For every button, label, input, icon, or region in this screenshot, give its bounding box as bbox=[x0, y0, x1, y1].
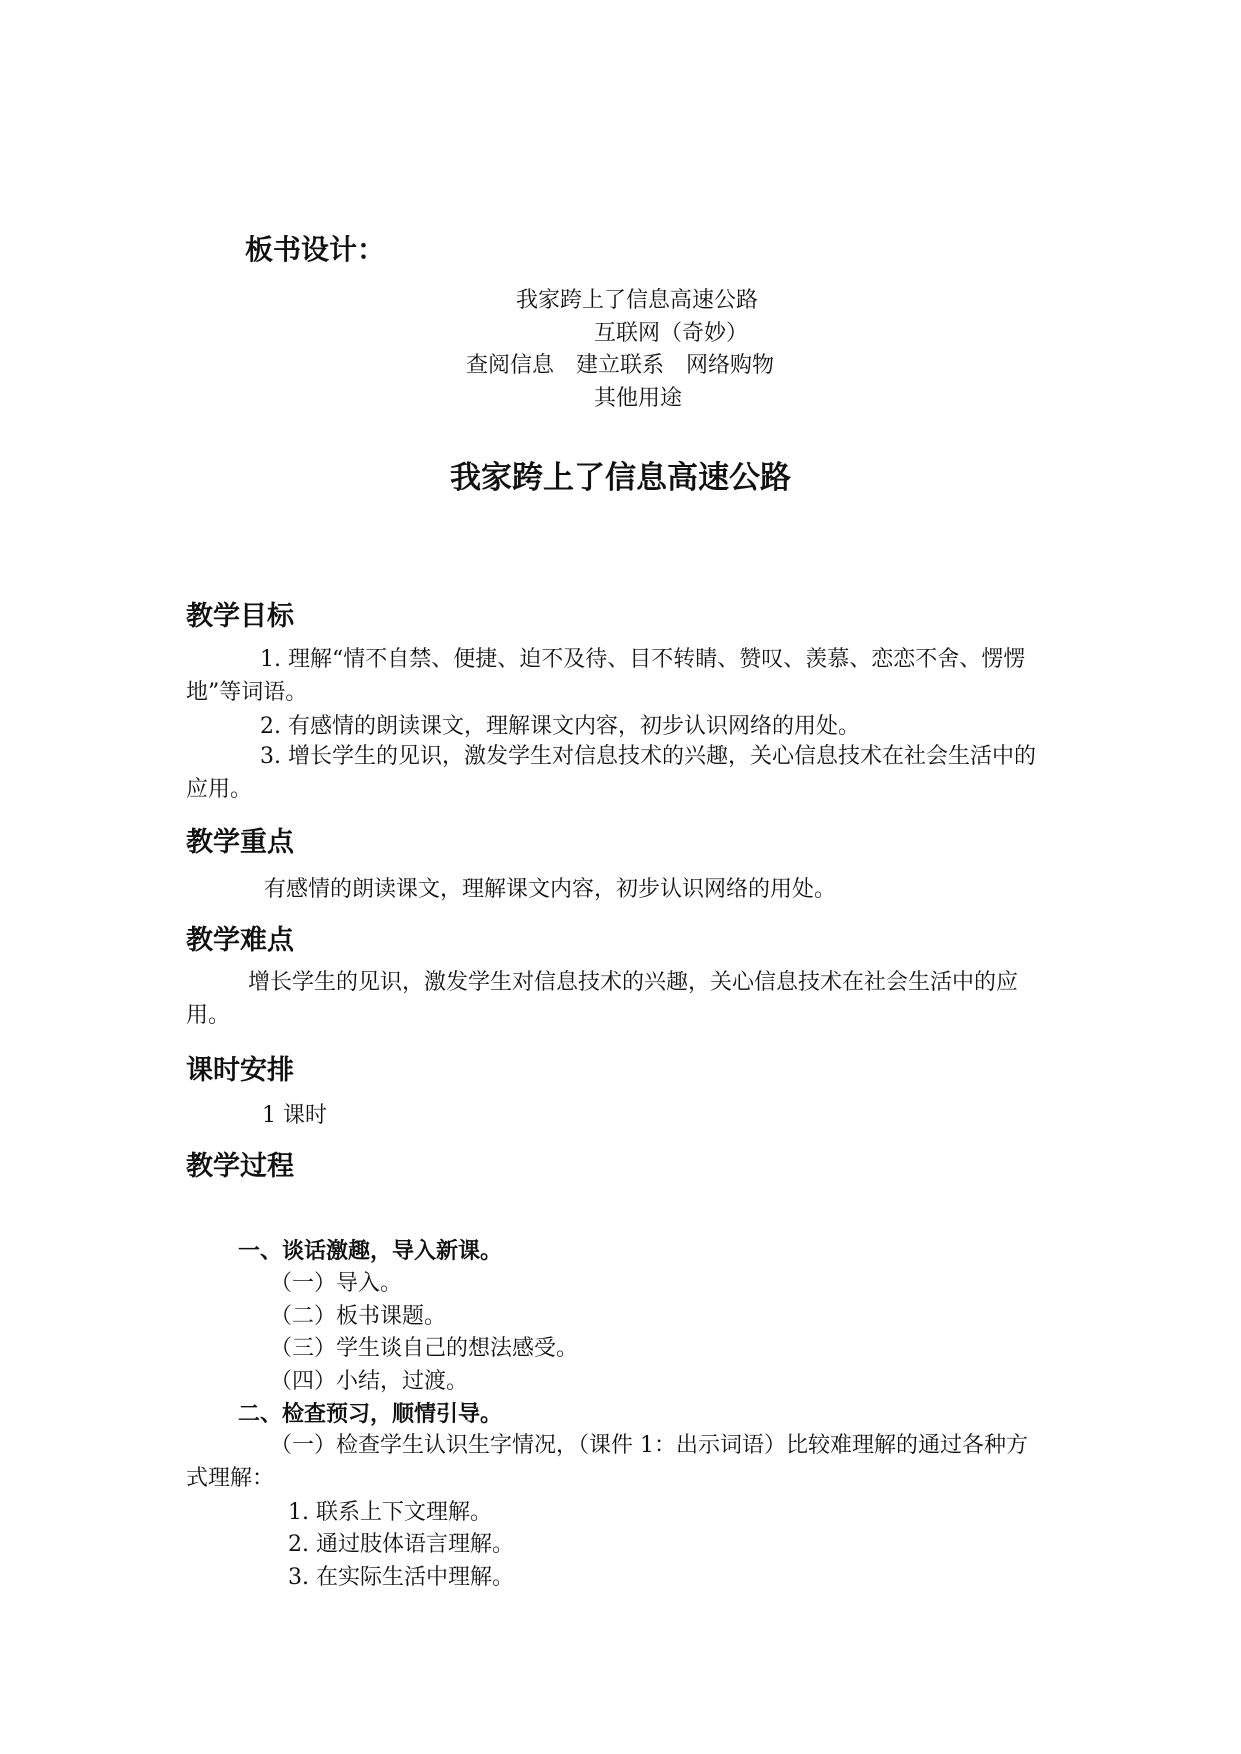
key-points-text: 有感情的朗读课文，理解课文内容，初步认识网络的用处。 bbox=[264, 877, 837, 902]
board-line-3: 查阅信息 建立联系 网络购物 bbox=[466, 353, 775, 378]
goal-item-2: 2. 有感情的朗读课文，理解课文内容，初步认识网络的用处。 bbox=[260, 714, 860, 739]
process-1-item-1: （一）导入。 bbox=[270, 1271, 403, 1296]
process-2-item-3: 3. 在实际生活中理解。 bbox=[288, 1565, 514, 1590]
board-line-1: 我家跨上了信息高速公路 bbox=[516, 288, 759, 313]
section-heading-goals: 教学目标 bbox=[186, 601, 294, 632]
document-title: 我家跨上了信息高速公路 bbox=[450, 460, 791, 496]
board-line-2: 互联网（奇妙） bbox=[594, 321, 749, 346]
section-heading-difficulties: 教学难点 bbox=[186, 925, 294, 956]
process-1-item-3: （三）学生谈自己的想法感受。 bbox=[270, 1336, 579, 1361]
process-1-item-2: （二）板书课题。 bbox=[270, 1304, 447, 1329]
goal-item-3: 3. 增长学生的见识，激发学生对信息技术的兴趣，关心信息技术在社会生活中的应用。 bbox=[186, 744, 1036, 802]
process-2-intro: （一）检查学生认识生字情况，（课件 1：出示词语）比较难理解的通过各种方式理解： bbox=[186, 1433, 1028, 1491]
process-2-item-2: 2. 通过肢体语言理解。 bbox=[288, 1532, 514, 1557]
schedule-text: 1 课时 bbox=[262, 1103, 327, 1128]
process-1-item-4: （四）小结，过渡。 bbox=[270, 1369, 469, 1394]
board-line-4: 其他用途 bbox=[594, 386, 683, 411]
goal-item-1: 1. 理解“情不自禁、便捷、迫不及待、目不转睛、赞叹、羡慕、恋恋不舍、愣愣地”等词语。 bbox=[186, 647, 1026, 705]
difficulties-text: 增长学生的见识，激发学生对信息技术的兴趣，关心信息技术在社会生活中的应用。 bbox=[186, 970, 1019, 1028]
process-section-1-title: 一、谈话激趣，导入新课。 bbox=[238, 1239, 503, 1264]
process-2-item-1: 1. 联系上下文理解。 bbox=[288, 1500, 492, 1525]
section-heading-key-points: 教学重点 bbox=[186, 827, 294, 858]
section-heading-schedule: 课时安排 bbox=[186, 1055, 294, 1086]
process-section-2-title: 二、检查预习，顺情引导。 bbox=[238, 1402, 503, 1427]
board-design-heading: 板书设计： bbox=[245, 233, 386, 266]
section-heading-process: 教学过程 bbox=[186, 1151, 294, 1182]
